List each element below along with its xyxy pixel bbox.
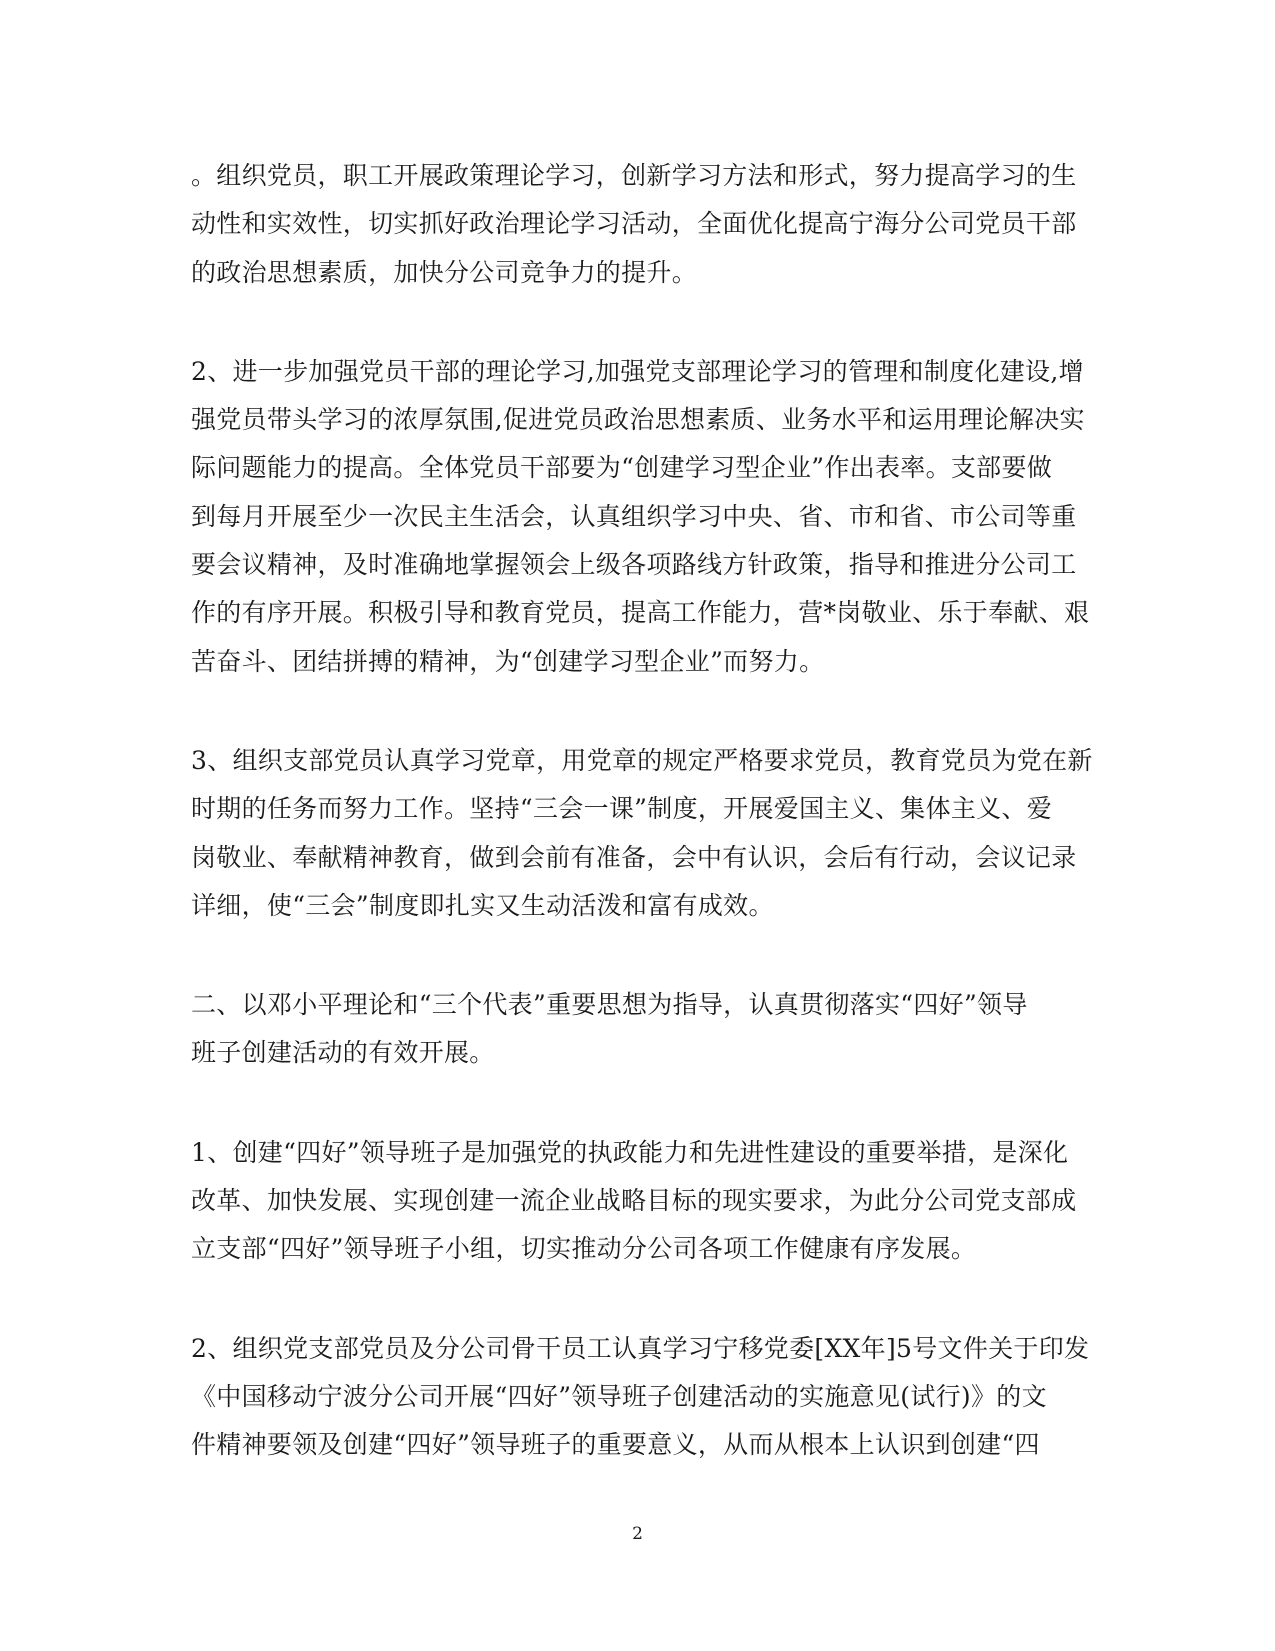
text-line: 到每月开展至少一次民主生活会，认真组织学习中央、省、市和省、市公司等重 (191, 501, 1077, 531)
text-line: 1、创建“四好”领导班子是加强党的执政能力和先进性建设的重要举措，是深化 (191, 1137, 1069, 1167)
text-line: 2、组织党支部党员及分公司骨干员工认真学习宁移党委[XX年]5号文件关于印发 (191, 1333, 1090, 1363)
paragraph-6 (191, 1325, 1091, 1470)
text-line: 件精神要领及创建“四好”领导班子的重要意义，从而从根本上认识到创建“四 (191, 1430, 1040, 1460)
text-line: 改革、加快发展、实现创建一流企业战略目标的现实要求，为此分公司党支部成 (191, 1186, 1077, 1216)
paragraph-2 (191, 348, 1091, 686)
text-line: 3、组织支部党员认真学习党章，用党章的规定严格要求党员，教育党员为党在新 (191, 745, 1093, 775)
text-line: 强党员带头学习的浓厚氛围,促进党员政治思想素质、业务水平和运用理论解决实 (191, 405, 1085, 435)
text-line: 苦奋斗、团结拼搏的精神，为“创建学习型企业”而努力。 (191, 646, 825, 676)
text-line: 要会议精神，及时准确地掌握领会上级各项路线方针政策，指导和推进分公司工 (191, 550, 1077, 580)
text-line: 时期的任务而努力工作。坚持“三会一课”制度，开展爱国主义、集体主义、爱 (191, 794, 1053, 824)
text-line: 岗敬业、奉献精神教育，做到会前有准备，会中有认识，会后有行动，会议记录 (191, 842, 1077, 872)
text-line: 二、以邓小平理论和“三个代表”重要思想为指导，认真贯彻落实“四好”领导 (191, 990, 1028, 1020)
paragraph-3 (191, 737, 1091, 930)
text-line: 《中国移动宁波分公司开展“四好”领导班子创建活动的实施意见(试行)》的文 (191, 1381, 1047, 1411)
text-line: 详细，使“三会”制度即扎实又生动活泼和富有成效。 (191, 890, 774, 920)
paragraph-1 (191, 152, 1091, 297)
paragraph-5 (191, 1129, 1091, 1274)
text-line: 班子创建活动的有效开展。 (191, 1038, 495, 1068)
text-line: 的政治思想素质，加快分公司竞争力的提升。 (191, 257, 698, 287)
text-line: 。组织党员，职工开展政策理论学习，创新学习方法和形式，努力提高学习的生 (191, 161, 1077, 190)
text-line: 2、进一步加强党员干部的理论学习,加强党支部理论学习的管理和制度化建设,增 (191, 356, 1084, 386)
paragraph-4 (191, 981, 1091, 1078)
document-body (191, 152, 1091, 1521)
text-line: 作的有序开展。积极引导和教育党员，提高工作能力，营*岗敬业、乐于奉献、艰 (191, 598, 1090, 628)
text-line: 动性和实效性，切实抓好政治理论学习活动，全面优化提高宁海分公司党员干部 (191, 209, 1077, 239)
text-line: 立支部“四好”领导班子小组，切实推动分公司各项工作健康有序发展。 (191, 1234, 977, 1264)
text-line: 际问题能力的提高。全体党员干部要为“创建学习型企业”作出表率。支部要做 (191, 453, 1053, 483)
page-number: 2 (632, 1524, 643, 1544)
